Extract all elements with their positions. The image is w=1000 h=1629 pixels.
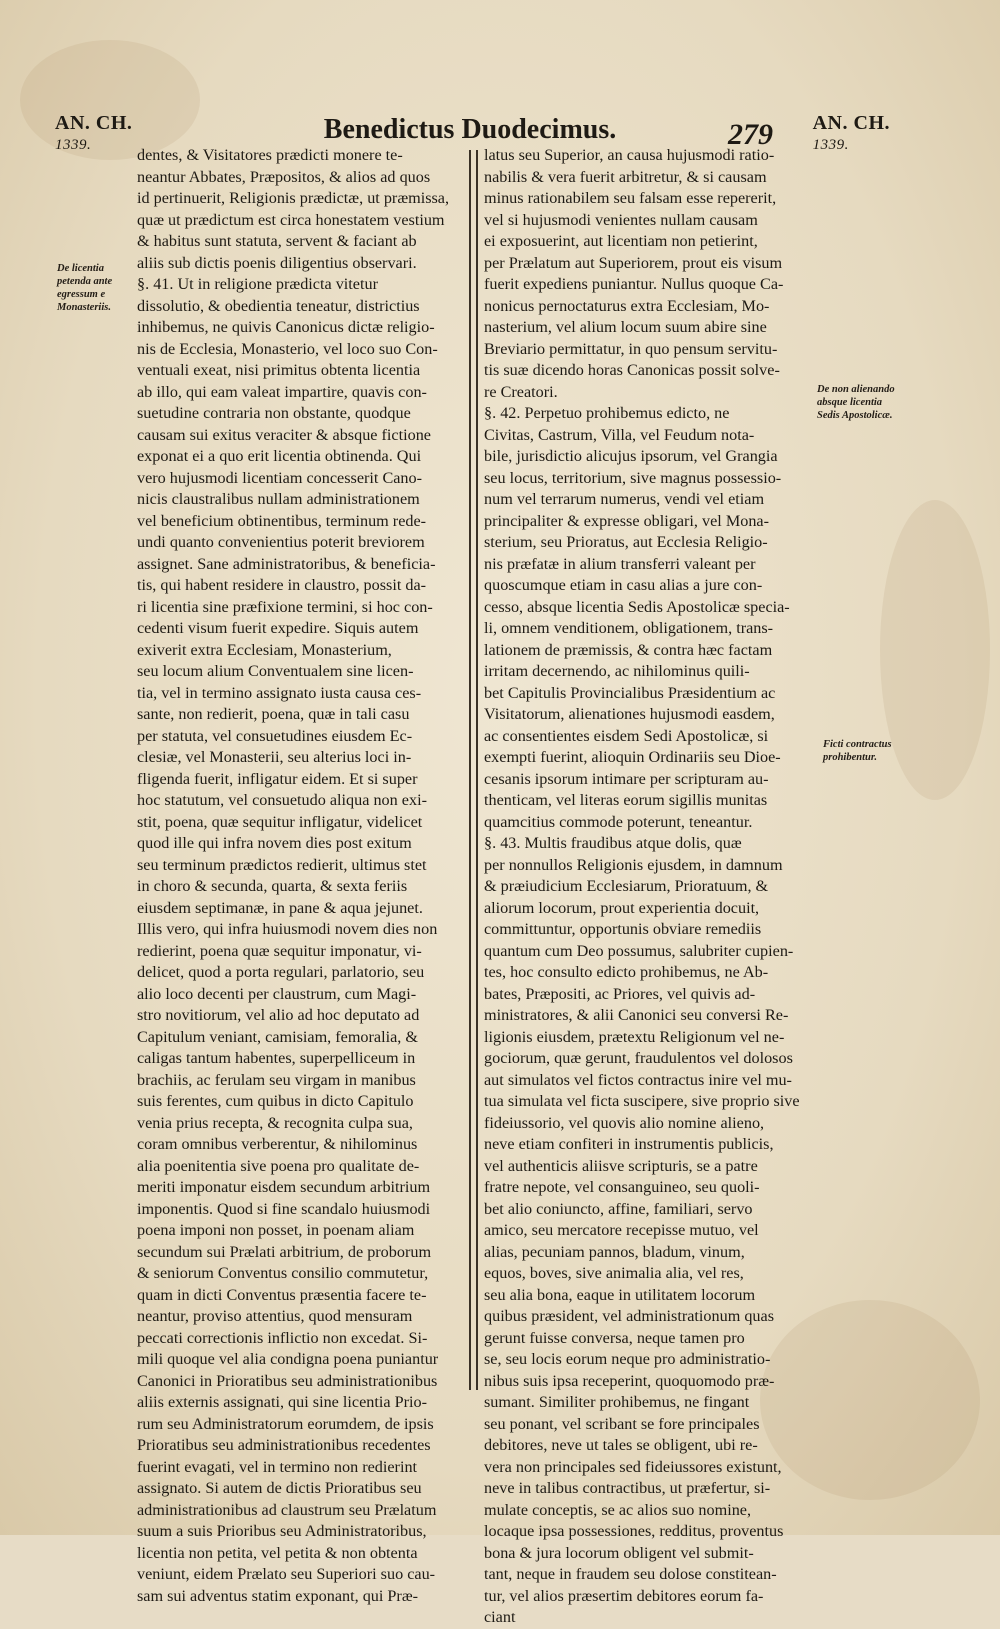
- page-number: 279: [728, 118, 773, 151]
- column-rule: [469, 150, 471, 1390]
- text-line: fideiussorio, vel quovis alio nomine alieno,: [484, 1113, 765, 1132]
- margin-note-alienando: De non alienando absque licentia Sedis Apostolicæ.: [817, 384, 895, 421]
- text-line: venia prius recepta, & recognita culpa sua,: [137, 1113, 413, 1132]
- text-line: ligionis eiusdem, prætextu Religionum vel ne-: [484, 1027, 785, 1046]
- text-line: equos, boves, sive animalia alia, vel res,: [484, 1264, 744, 1282]
- text-line: quod ille qui infra novem dies post exitum: [137, 834, 412, 852]
- text-line: re Creatori.: [484, 382, 558, 401]
- text-line: aliorum locorum, prout experientia docuit,: [484, 898, 760, 917]
- text-line: aut simulatos vel fictos contractus inire vel mu-: [484, 1070, 792, 1089]
- text-line: tur, vel alios præsertim debitores eorum fa-: [484, 1586, 764, 1605]
- text-line: num vel terrarum numerus, vendi vel etiam: [484, 490, 765, 508]
- text-line: brachiis, ac ferulam seu virgam in manibus: [137, 1070, 416, 1089]
- text-line: tia, vel in termino assignato iusta causa ces-: [137, 683, 422, 702]
- text-line: seu locus, territorium, sive magnus possessio-: [484, 468, 782, 487]
- text-line: exiverit extra Ecclesiam, Monasterium,: [137, 640, 392, 659]
- text-line: mulate conceptis, se ac alios suo nomine,: [484, 1500, 752, 1519]
- text-line: lationem de præmissis, & contra hæc factam: [484, 640, 773, 659]
- text-line: tis suæ dicendo horas Canonicas possit solve-: [484, 361, 780, 379]
- text-line: debitores, neve ut tales se obligent, ubi re-: [484, 1436, 758, 1454]
- text-line: tis, qui habent residere in claustro, possit da-: [137, 576, 427, 594]
- text-line: fligenda fuerit, infligatur eidem. Et si super: [137, 769, 418, 788]
- text-line: undi quanto convenientius poterit breviorem: [137, 533, 425, 551]
- text-line: seu terminum prædictos redierit, ultimus stet: [137, 855, 427, 874]
- text-line: neve etiam confiteri in instrumentis publicis,: [484, 1135, 774, 1153]
- text-line: neantur, proviso attentius, quod mensuram: [137, 1307, 413, 1325]
- text-line: tua simulata vel ficta suscipere, sive proprio sive: [484, 1092, 800, 1110]
- text-line: ri licentia sine præfixione termini, si hoc con-: [137, 597, 433, 616]
- text-line: dentes, & Visitatores prædicti monere te-: [137, 146, 403, 164]
- right-text-column: [484, 145, 818, 1629]
- text-line: sumant. Similiter prohibemus, ne fingant: [484, 1393, 750, 1411]
- text-line: quibus præsident, vel administrationum quas: [484, 1307, 774, 1325]
- text-line: ac consentientes eisdem Sedi Apostolicæ, si: [484, 726, 769, 745]
- text-line: dissolutio, & obedientia teneatur, districtius: [137, 296, 420, 315]
- text-line: quantum cum Deo possumus, salubriter cupien-: [484, 941, 794, 960]
- text-line: bile, jurisdictio alicujus ipsorum, vel Grangia: [484, 447, 778, 465]
- text-line: caligas tantum habentes, superpelliceum in: [137, 1049, 416, 1067]
- text-line: gociorum, quæ gerunt, fraudulentos vel dolosos: [484, 1049, 793, 1067]
- text-line: nonicus pernoctaturus extra Ecclesiam, Mo-: [484, 296, 770, 315]
- text-line: minus rationabilem seu falsam esse repererit,: [484, 189, 777, 207]
- text-line: Capitulum veniant, camisiam, femoralia, &: [137, 1027, 418, 1046]
- text-line: in choro & secunda, quarta, & sexta feriis: [137, 877, 408, 895]
- text-line: suum a suis Prioribus seu Administratoribus,: [137, 1522, 427, 1540]
- text-line: peccati correctionis inflictio non excedat. Si-: [137, 1328, 428, 1347]
- text-line: licentia non petita, vel petita & non obtenta: [137, 1543, 418, 1562]
- text-line: Illis vero, qui infra huiusmodi novem dies non: [137, 920, 438, 938]
- header-right-label: AN. CH.: [812, 112, 890, 134]
- text-line: fuerint evagati, vel in termino non redierint: [137, 1457, 418, 1476]
- text-line: bates, Præpositi, ac Priores, vel quivis ad-: [484, 984, 756, 1003]
- text-line: sterium, seu Prioratus, aut Ecclesia Religio-: [484, 533, 768, 551]
- text-line: vel si hujusmodi venientes nullam causam: [484, 210, 758, 229]
- text-line: Visitatorum, alienationes hujusmodi easdem,: [484, 705, 775, 723]
- text-line: stro novitiorum, vel alio ad hoc deputato ad: [137, 1006, 420, 1024]
- text-line: principaliter & expresse obligari, vel Mona-: [484, 511, 769, 530]
- text-line: nicis claustralibus nullam administrationem: [137, 490, 420, 508]
- text-line: Breviario permittatur, in quo pensum servitu-: [484, 339, 778, 358]
- text-line: per statuta, vel consuetudines eiusdem Ec-: [137, 726, 413, 745]
- text-line: & præiudicium Ecclesiarum, Prioratuum, &: [484, 877, 769, 895]
- text-line: assignet. Sane administratoribus, & beneficia-: [137, 554, 436, 573]
- text-line: vera non principales sed fideiussores existunt,: [484, 1457, 782, 1476]
- text-line: §. 41. Ut in religione prædicta vitetur: [137, 275, 378, 293]
- header-year-right: [813, 112, 890, 154]
- text-line: Canonici in Prioratibus seu administrationibus: [137, 1371, 438, 1390]
- text-line: assignato. Si autem de dictis Prioratibus seu: [137, 1479, 422, 1497]
- header-year-left: [55, 112, 132, 154]
- text-line: quamcitius commode poterunt, teneantur.: [484, 812, 753, 831]
- text-line: imponentis. Quod si fine scandalo huiusmodi: [137, 1199, 431, 1218]
- text-line: & seniorum Conventus consilio commutetur,: [137, 1264, 429, 1282]
- text-line: li, omnem venditionem, obligationem, trans-: [484, 619, 774, 637]
- text-line: ministratores, & alii Canonici seu conversi Re-: [484, 1006, 789, 1024]
- text-line: meriti imponatur eisdem secundum arbitrium: [137, 1178, 431, 1196]
- text-line: bona & jura locorum obligent vel submit-: [484, 1543, 754, 1562]
- text-line: aliis sub dictis poenis diligentius observari.: [137, 253, 417, 272]
- text-line: bet alio coniuncto, affine, familiari, servo: [484, 1199, 753, 1218]
- text-line: ei exposuerint, aut licentiam non petierint,: [484, 232, 758, 250]
- text-line: irritam decernendo, ac nihilominus quili-: [484, 662, 750, 680]
- text-line: seu locum alium Conventualem sine licen-: [137, 662, 414, 680]
- text-line: causam sui exitus veraciter & absque fictione: [137, 425, 431, 444]
- text-line: per Prælatum aut Superiorem, prout eis visum: [484, 253, 783, 272]
- text-line: vel authenticis aliisve scripturis, se a patre: [484, 1156, 758, 1175]
- text-line: nis de Ecclesia, Monasterio, vel loco suo Con-: [137, 339, 438, 358]
- text-line: vero hujusmodi licentiam concesserit Cano-: [137, 468, 423, 487]
- text-line: alias, pecuniam pannos, bladum, vinum,: [484, 1242, 745, 1261]
- text-line: suis ferentes, cum quibus in dicto Capitulo: [137, 1092, 414, 1110]
- text-line: cesanis ipsorum intimare per scripturam au-: [484, 769, 769, 788]
- text-line: exponat ei a quo erit licentia obtinenda. Qui: [137, 447, 422, 465]
- text-line: seu ponant, vel scribant se fore principales: [484, 1414, 760, 1433]
- text-line: coram omnibus verberentur, & nihilominus: [137, 1135, 418, 1153]
- text-line: §. 42. Perpetuo prohibemus edicto, ne: [484, 404, 730, 422]
- text-line: alio loco decenti per claustrum, cum Magi-: [137, 984, 417, 1003]
- text-line: fratre nepote, vel consanguineo, seu quoli-: [484, 1178, 760, 1196]
- text-line: inhibemus, ne quivis Canonicus dictæ religio-: [137, 318, 435, 336]
- text-line: thenticam, vel literas eorum sigillis munitas: [484, 791, 768, 809]
- header-left-label: AN. CH.: [55, 112, 133, 134]
- text-line: locaque ipsa possessiones, redditus, proventus: [484, 1522, 784, 1540]
- text-line: vel beneficium obtinentibus, terminum rede-: [137, 511, 427, 530]
- text-line: veniunt, eidem Prælato seu Superiori suo cau-: [137, 1565, 436, 1583]
- text-line: ab illo, qui eam valeat impartire, quavis con-: [137, 382, 427, 401]
- text-line: per nonnullos Religionis ejusdem, in damnum: [484, 855, 783, 874]
- text-line: & habitus sunt statuta, servent & faciant ab: [137, 232, 417, 250]
- text-line: quam in dicti Conventus præsentia facere te-: [137, 1285, 427, 1304]
- text-line: alia poenitentia sive poena pro qualitate de-: [137, 1156, 420, 1175]
- text-line: Civitas, Castrum, Villa, vel Feudum nota-: [484, 425, 755, 444]
- text-line: administrationibus ad claustrum seu Prælatum: [137, 1500, 437, 1519]
- text-line: clesiæ, vel Monasterii, seu alterius loci in-: [137, 748, 412, 766]
- margin-note-ficti: Ficti contractus prohibentur.: [823, 739, 892, 763]
- text-line: rum seu Administratorum eorumdem, de ipsis: [137, 1414, 434, 1433]
- text-line: nabilis & vera fuerit arbitretur, & si causam: [484, 167, 767, 186]
- text-line: id pertinuerit, Religionis prædictæ, ut præmissa,: [137, 189, 450, 207]
- text-line: nibus suis ipsa receperint, quoquomodo præ-: [484, 1371, 775, 1390]
- text-line: latus seu Superior, an causa hujusmodi ratio-: [484, 146, 775, 164]
- text-line: tes, hoc consulto edicto prohibemus, ne Ab-: [484, 963, 769, 981]
- text-line: tant, neque in fraudem seu dolose constitean-: [484, 1565, 777, 1583]
- text-line: delicet, quod a porta regulari, parlatorio, seu: [137, 963, 425, 981]
- text-line: se, seu locis eorum neque pro administratio-: [484, 1350, 771, 1368]
- text-line: aliis externis assignati, qui sine licentia Prio-: [137, 1393, 427, 1411]
- text-line: §. 43. Multis fraudibus atque dolis, quæ: [484, 834, 742, 852]
- text-line: quoscumque etiam in casu alias a jure con-: [484, 576, 763, 594]
- text-line: neve in talibus contractibus, ut præfertur, si-: [484, 1479, 771, 1497]
- column-rule: [476, 150, 478, 1390]
- text-line: suetudine contraria non obstante, quodque: [137, 404, 411, 422]
- text-line: exempti fuerint, alioquin Ordinariis seu Dioe-: [484, 748, 781, 766]
- text-line: seu alia bona, eaque in utilitatem locorum: [484, 1285, 756, 1304]
- left-text-column: [137, 145, 463, 1607]
- text-line: nasterium, vel alium locum suum abire sine: [484, 318, 767, 336]
- text-line: sam sui adventus statim exponant, qui Præ-: [137, 1586, 419, 1605]
- text-line: poena imponi non posset, in poenam aliam: [137, 1221, 415, 1239]
- text-line: amico, seu mercatore recepisse mutuo, vel: [484, 1221, 759, 1239]
- page-title: Benedictus Duodecimus.: [323, 114, 617, 145]
- text-line: cesso, absque licentia Sedis Apostolicæ specia-: [484, 597, 790, 616]
- text-line: bet Capitulis Provincialibus Præsidentium ac: [484, 683, 776, 702]
- text-line: quæ ut prædictum est circa honestatem vestium: [137, 210, 445, 229]
- text-line: stit, poena, quæ sequitur infligatur, videlicet: [137, 812, 423, 831]
- header-left-year: 1339.: [55, 137, 92, 153]
- text-line: mili quoque vel alia condigna poena puniantur: [137, 1350, 439, 1368]
- text-line: gerunt fuisse conversa, neque tamen pro: [484, 1328, 745, 1347]
- text-line: ciant: [484, 1608, 516, 1626]
- header-right-year: 1339.: [812, 137, 849, 153]
- text-line: nis præfatæ in alium transferri valeant per: [484, 554, 756, 573]
- text-line: redierint, poena quæ sequitur imponatur, vi-: [137, 941, 422, 960]
- text-line: sante, non redierit, poena, quæ in tali casu: [137, 705, 410, 723]
- text-line: hoc statutum, vel consuetudo aliqua non exi-: [137, 791, 427, 809]
- margin-note-licentia: De licentia petenda ante egressum e Monasteriis.: [57, 263, 113, 313]
- text-line: committuntur, opportunis obviare remediis: [484, 920, 762, 938]
- text-line: fuerit expediens puniantur. Nullus quoque Ca-: [484, 275, 784, 293]
- text-line: eiusdem septimanæ, in pane & aqua jejunet.: [137, 898, 423, 917]
- text-line: cedenti visum fuerit expedire. Siquis autem: [137, 619, 419, 637]
- text-line: Prioratibus seu administrationibus recedentes: [137, 1436, 431, 1454]
- text-line: secundum sui Prælati arbitrium, de proborum: [137, 1242, 432, 1261]
- text-line: neantur Abbates, Præpositos, & alios ad quos: [137, 167, 431, 186]
- text-line: ventuali exeat, nisi primitus obtenta licentia: [137, 361, 421, 379]
